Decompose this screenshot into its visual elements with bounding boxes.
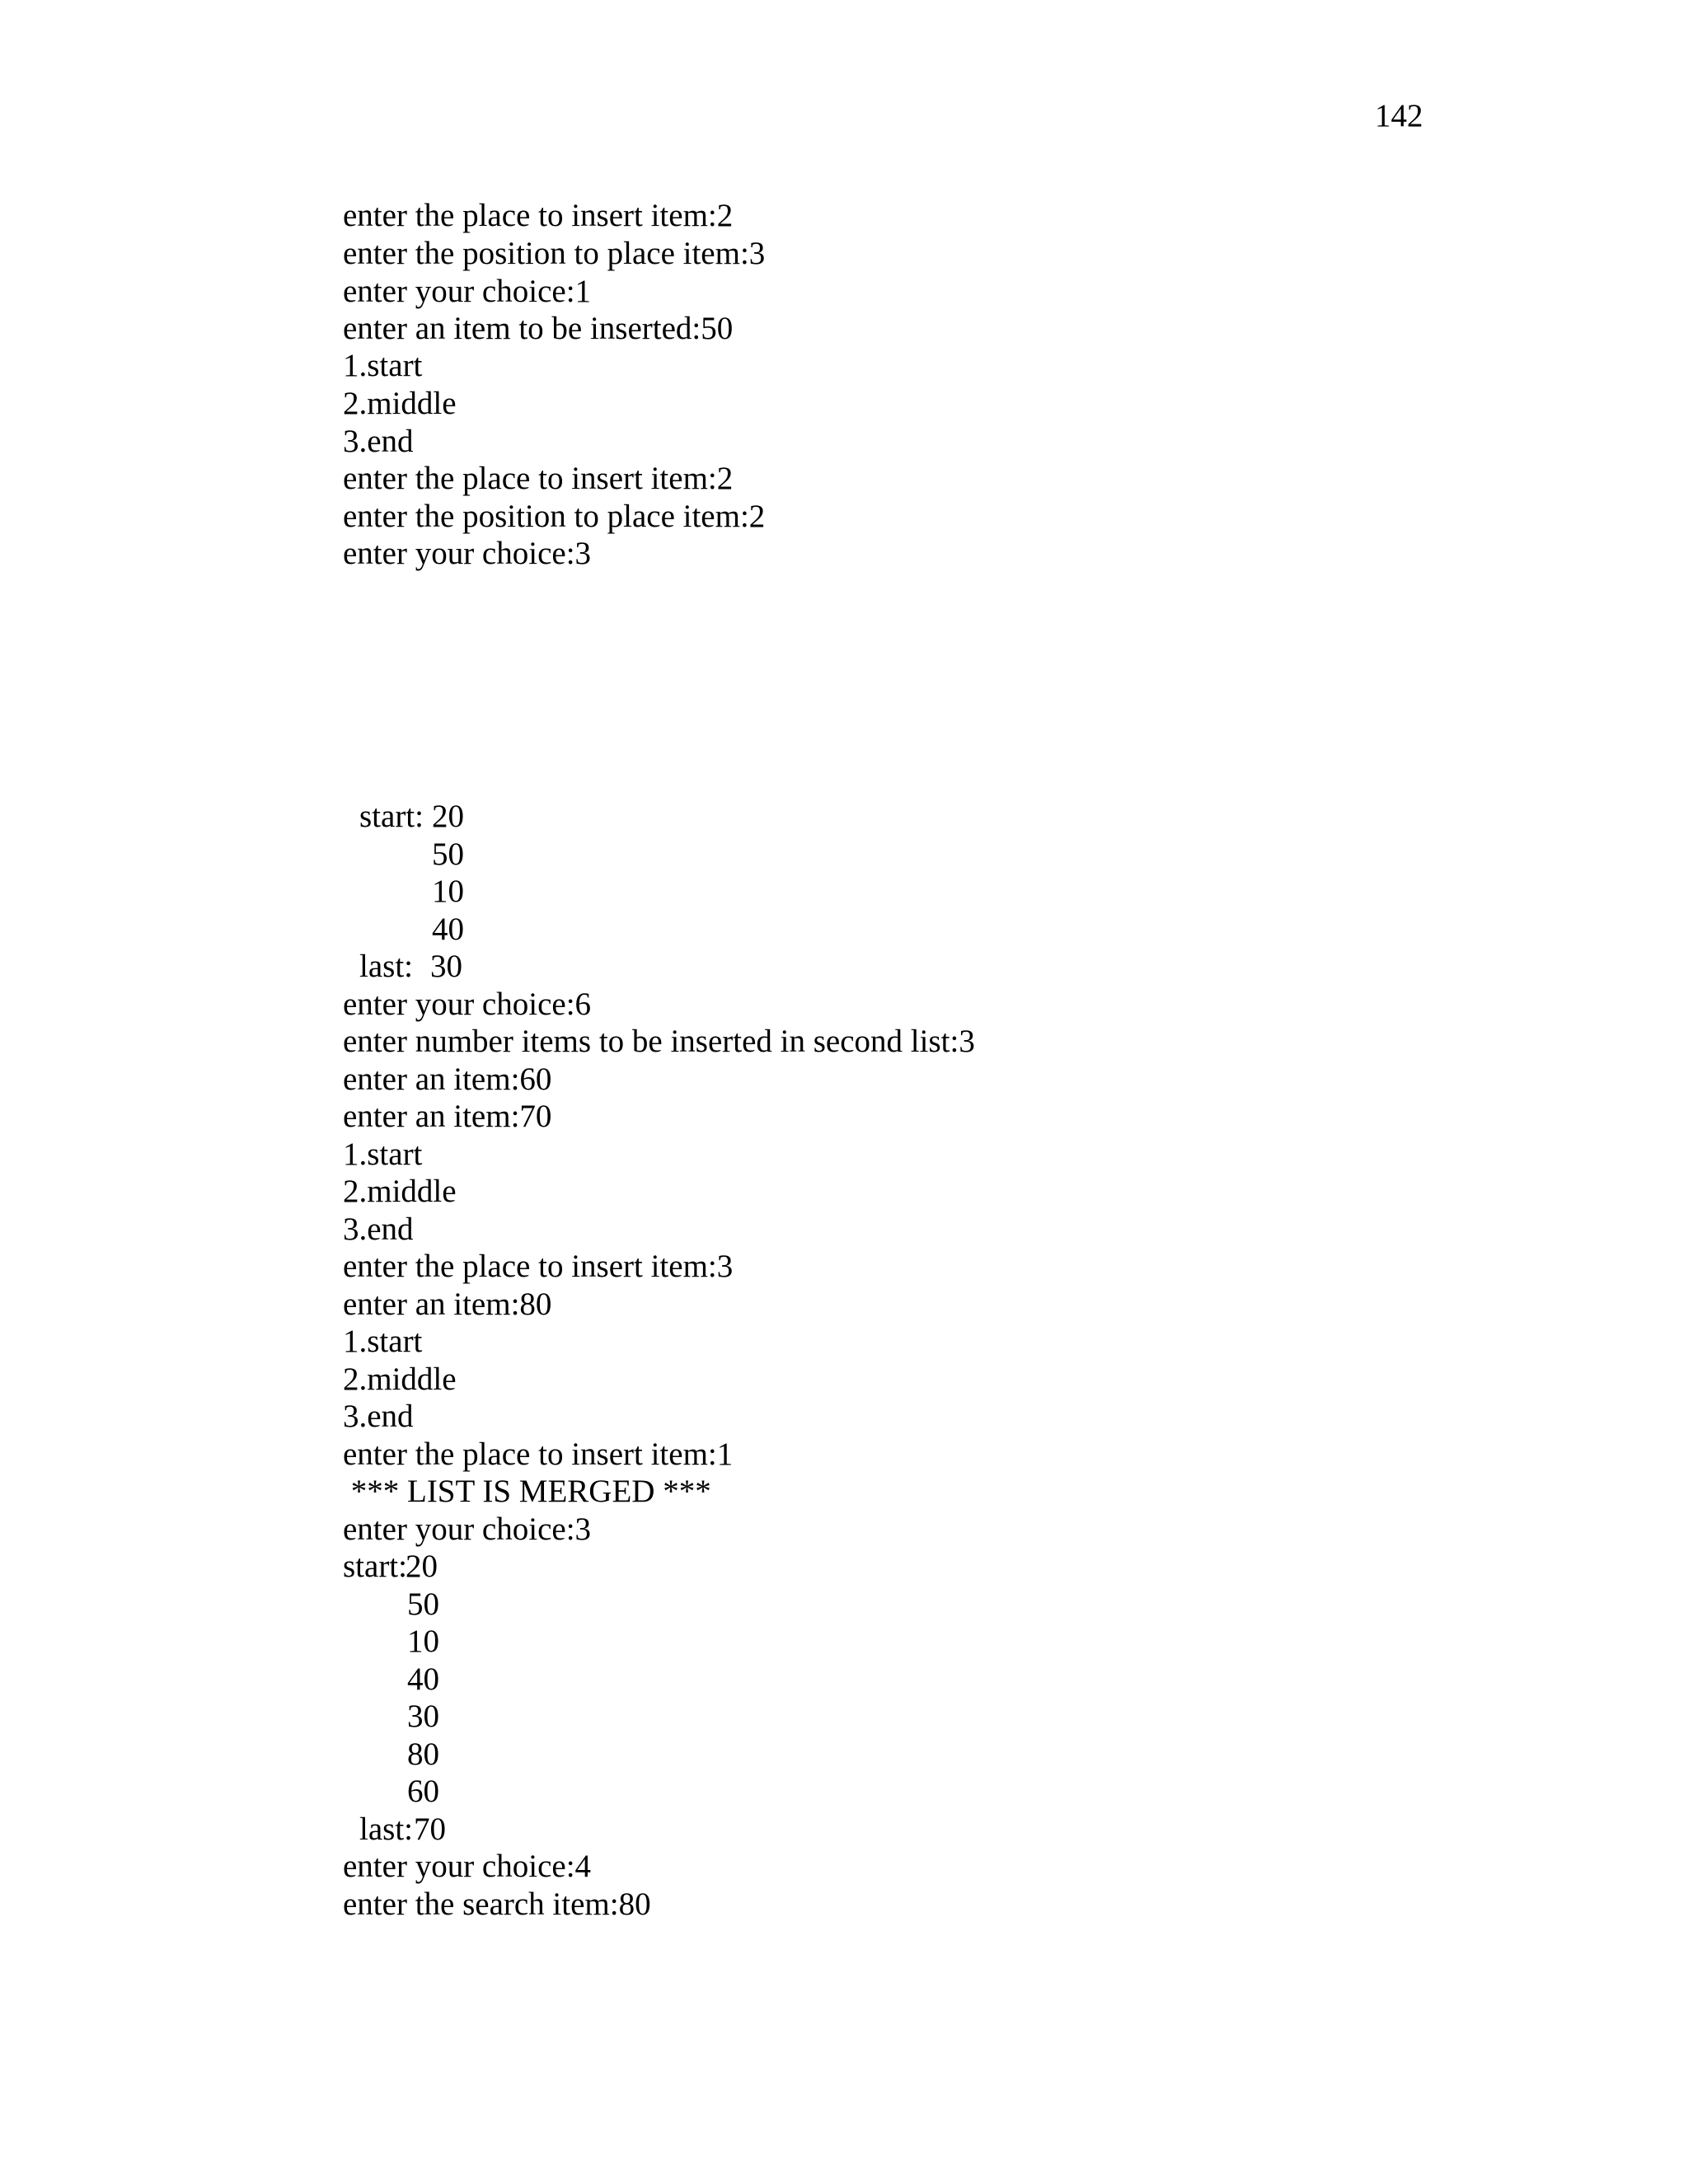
- list-value: 30: [407, 1699, 439, 1734]
- merged-message: *** LIST IS MERGED ***: [343, 1474, 711, 1509]
- console-line: 1.start: [343, 348, 423, 383]
- console-line: enter the place to insert item:2: [343, 198, 734, 233]
- console-line: 3.end: [343, 424, 414, 459]
- console-line: enter the place to insert item:1: [343, 1436, 734, 1472]
- console-line: enter an item:70: [343, 1099, 552, 1134]
- list-value: 60: [407, 1774, 439, 1809]
- list-value: 30: [430, 949, 462, 984]
- console-line: enter your choice:3: [343, 536, 592, 571]
- list-label-last: last:: [359, 1811, 413, 1847]
- console-line: 3.end: [343, 1212, 414, 1247]
- list-value: 10: [432, 874, 464, 909]
- console-line: enter your choice:1: [343, 274, 592, 309]
- console-line: enter your choice:4: [343, 1849, 592, 1884]
- console-line: enter an item:60: [343, 1062, 552, 1097]
- list-label-last: last:: [359, 949, 413, 984]
- console-line: enter your choice:6: [343, 987, 592, 1022]
- console-line: enter the place to insert item:2: [343, 461, 734, 496]
- console-line: enter the search item:80: [343, 1886, 651, 1922]
- list-value: 10: [407, 1624, 439, 1659]
- list-value: 50: [432, 837, 464, 872]
- list-value: 50: [407, 1586, 439, 1622]
- console-line: 1.start: [343, 1324, 423, 1359]
- console-line: 3.end: [343, 1399, 414, 1434]
- console-line: enter the position to place item:2: [343, 499, 766, 534]
- list-value: 40: [432, 912, 464, 947]
- console-line: 2.middle: [343, 1174, 457, 1209]
- page-number: 142: [1375, 98, 1423, 134]
- list-value: 70: [414, 1811, 446, 1847]
- list-value: 80: [407, 1736, 439, 1772]
- list-label-start: start:: [359, 799, 424, 834]
- console-line: 1.start: [343, 1137, 423, 1172]
- console-line: enter your choice:3: [343, 1511, 592, 1547]
- console-line: enter number items to be inserted in second list:3: [343, 1024, 975, 1059]
- console-line: enter the position to place item:3: [343, 236, 766, 271]
- console-line: enter an item to be inserted:50: [343, 311, 734, 346]
- list-value: 40: [407, 1661, 439, 1697]
- console-line: 2.middle: [343, 1361, 457, 1397]
- console-line: 2.middle: [343, 386, 457, 421]
- list-label-start: start:: [343, 1549, 407, 1584]
- console-line: enter an item:80: [343, 1286, 552, 1322]
- console-line: enter the place to insert item:3: [343, 1249, 734, 1284]
- list-value: 20: [406, 1549, 438, 1584]
- list-value: 20: [432, 799, 464, 834]
